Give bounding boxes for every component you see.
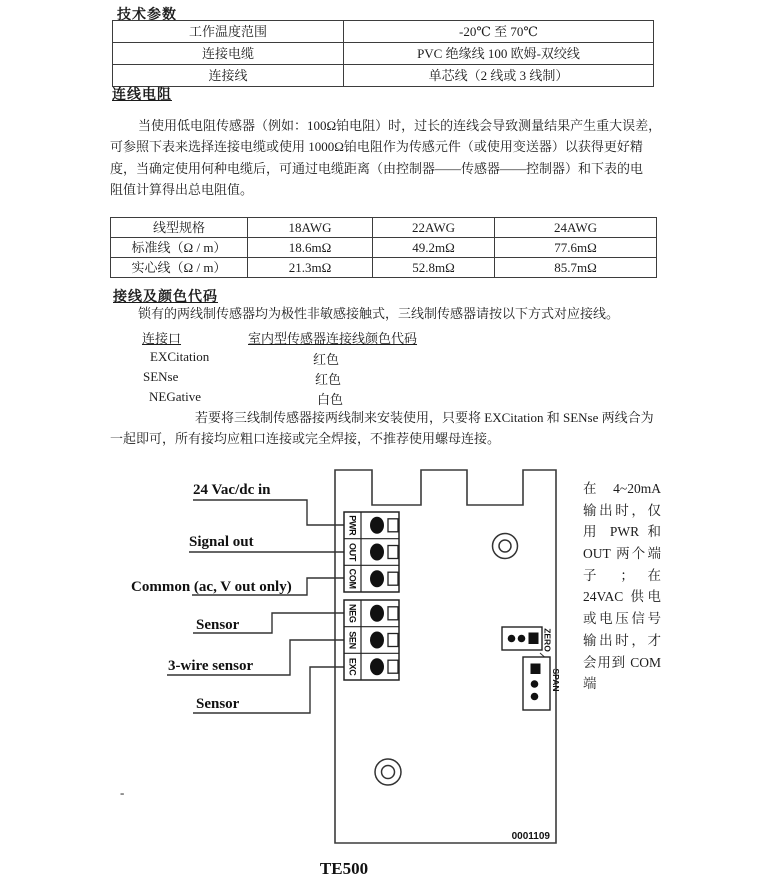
terminal-screw [388,634,398,647]
zero-connector [502,627,553,652]
table-row [111,238,657,258]
wire-label-signal-out: Signal out [189,534,254,550]
col-header: 22AWG [373,218,495,238]
terminal-label-out: OUT [347,542,358,562]
terminal-hole [370,517,384,534]
wire-label-sensor-1: Sensor [196,617,240,633]
margin-dash: - [120,785,125,800]
cell-value: 21.3mΩ [248,258,373,278]
pin [518,635,526,643]
side-line: 输出时，才 [583,632,661,648]
param-label: 连接电缆 [113,43,344,65]
wire-24vac [193,500,344,525]
span-label: SPAN [551,668,561,692]
side-line: 输出时，仅 [583,502,661,518]
pin [531,693,539,701]
wire-color: 红色 [313,352,340,367]
tech-params-table [112,20,654,87]
mounting-hole-bottom [375,759,401,785]
side-line: OUT 两个端 [583,546,661,562]
note-line: 一起即可，所有接均应粗口连接或完全焊接，不推荐使用螺母连接。 [110,431,501,446]
terminal-screw [388,546,398,559]
paragraph-line: 当使用低电阻传感器（例如：100Ω铂电阻）时，过长的连线会导致测量结果产生重大误差， [138,118,662,133]
terminal-screw [388,607,398,620]
wire-label-24vac: 24 Vac/dc in [193,482,271,498]
cell-value: 52.8mΩ [373,258,495,278]
terminal-block-sensor [344,600,399,680]
col-header: 18AWG [248,218,373,238]
terminal-hole [370,544,384,561]
table-row [113,43,654,65]
terminal-label-com: COM [347,568,358,589]
terminal-hole [370,632,384,649]
mounting-hole-top [493,534,518,559]
col-header: 线型规格 [111,218,248,238]
cell-value: 77.6mΩ [495,238,657,258]
table-row [113,21,654,43]
port-name: SENse [143,369,179,384]
side-line: 或电压信号 [583,611,661,627]
terminal-hole [370,605,384,622]
awg-resistance-table [110,217,657,278]
terminal-label-sen: SEN [347,631,358,649]
pin [531,680,539,688]
row-label: 实心线（Ω / m） [111,258,248,278]
cell-value: 49.2mΩ [373,238,495,258]
side-line: 端 [583,676,597,692]
row-label: 标准线（Ω / m） [111,238,248,258]
section-heading-tech-params: 技术参数 [117,8,177,23]
table-header-row [111,218,657,238]
terminal-hole [370,570,384,587]
side-annotation [583,478,661,695]
param-label: 工作温度范围 [113,21,344,43]
board-number: 0001109 [511,831,550,842]
terminal-label-exc: EXC [347,657,358,676]
side-line: 在 4~20mA [583,481,661,496]
terminal-hole [370,658,384,675]
zero-label: ZERO [542,628,553,652]
wiring-resistance-paragraph [110,115,666,200]
cell-value: 18.6mΩ [248,238,373,258]
param-value: -20℃ 至 70℃ [344,21,654,43]
wire-label-sensor-2: Sensor [196,696,240,712]
wire-label-3wire-sensor: 3-wire sensor [168,658,254,674]
side-line: 会用到 COM [583,654,661,670]
wire-label-common: Common (ac, V out only) [131,579,292,595]
column-header-color-code: 室内型传感器连接线颜色代码 [248,331,418,346]
side-line: 24VAC 供电 [583,589,661,605]
table-row [111,258,657,278]
pin [508,635,516,643]
wire-color: 红色 [315,372,342,387]
col-header: 24AWG [495,218,657,238]
color-codes-intro: 锁有的两线制传感器均为极性非敏感接触式，三线制传感器请按以下方式对应接线。 [138,306,620,321]
note-line: 若要将三线制传感器接两线制来安装使用，只要将 EXCitation 和 SENse 两线合为 [195,410,654,425]
paragraph-line: 度，当确定使用何种电缆后，可通过电缆距离（由控制器——传感器——控制器）和下表的电 [110,160,644,176]
terminal-screw [388,572,398,585]
pin-square [529,633,539,645]
side-line: 子 ； 在 [583,567,661,583]
table-row [113,65,654,87]
terminal-screw [388,519,398,532]
param-label: 连接线 [113,65,344,87]
port-name: NEGative [149,389,201,404]
terminal-label-neg: NEG [347,603,358,623]
section-heading-wiring-resistance: 连线电阻 [112,88,172,103]
terminal-screw [388,660,398,673]
side-line: 用 PWR 和 [583,524,661,540]
column-header-port: 连接口 [142,331,182,346]
pin-square [531,664,541,675]
wire-color: 白色 [317,392,344,407]
terminal-label-pwr: PWR [347,515,358,536]
section-heading-color-codes: 接线及颜色代码 [113,290,218,305]
port-name: EXCitation [150,349,210,364]
param-value: PVC 绝缘线 100 欧姆-双绞线 [344,43,654,65]
terminal-block-power [344,512,399,592]
param-value: 单芯线（2 线或 3 线制） [344,65,654,87]
model-name: TE500 [319,859,369,878]
cell-value: 85.7mΩ [495,258,657,278]
paragraph-line: 可参照下表来选择连接电缆或使用 1000Ω铂电阻作为传感元件（或使用变送器）以获得更好精 [110,139,643,155]
paragraph-line: 阻值计算得出总电阻值。 [110,181,254,197]
